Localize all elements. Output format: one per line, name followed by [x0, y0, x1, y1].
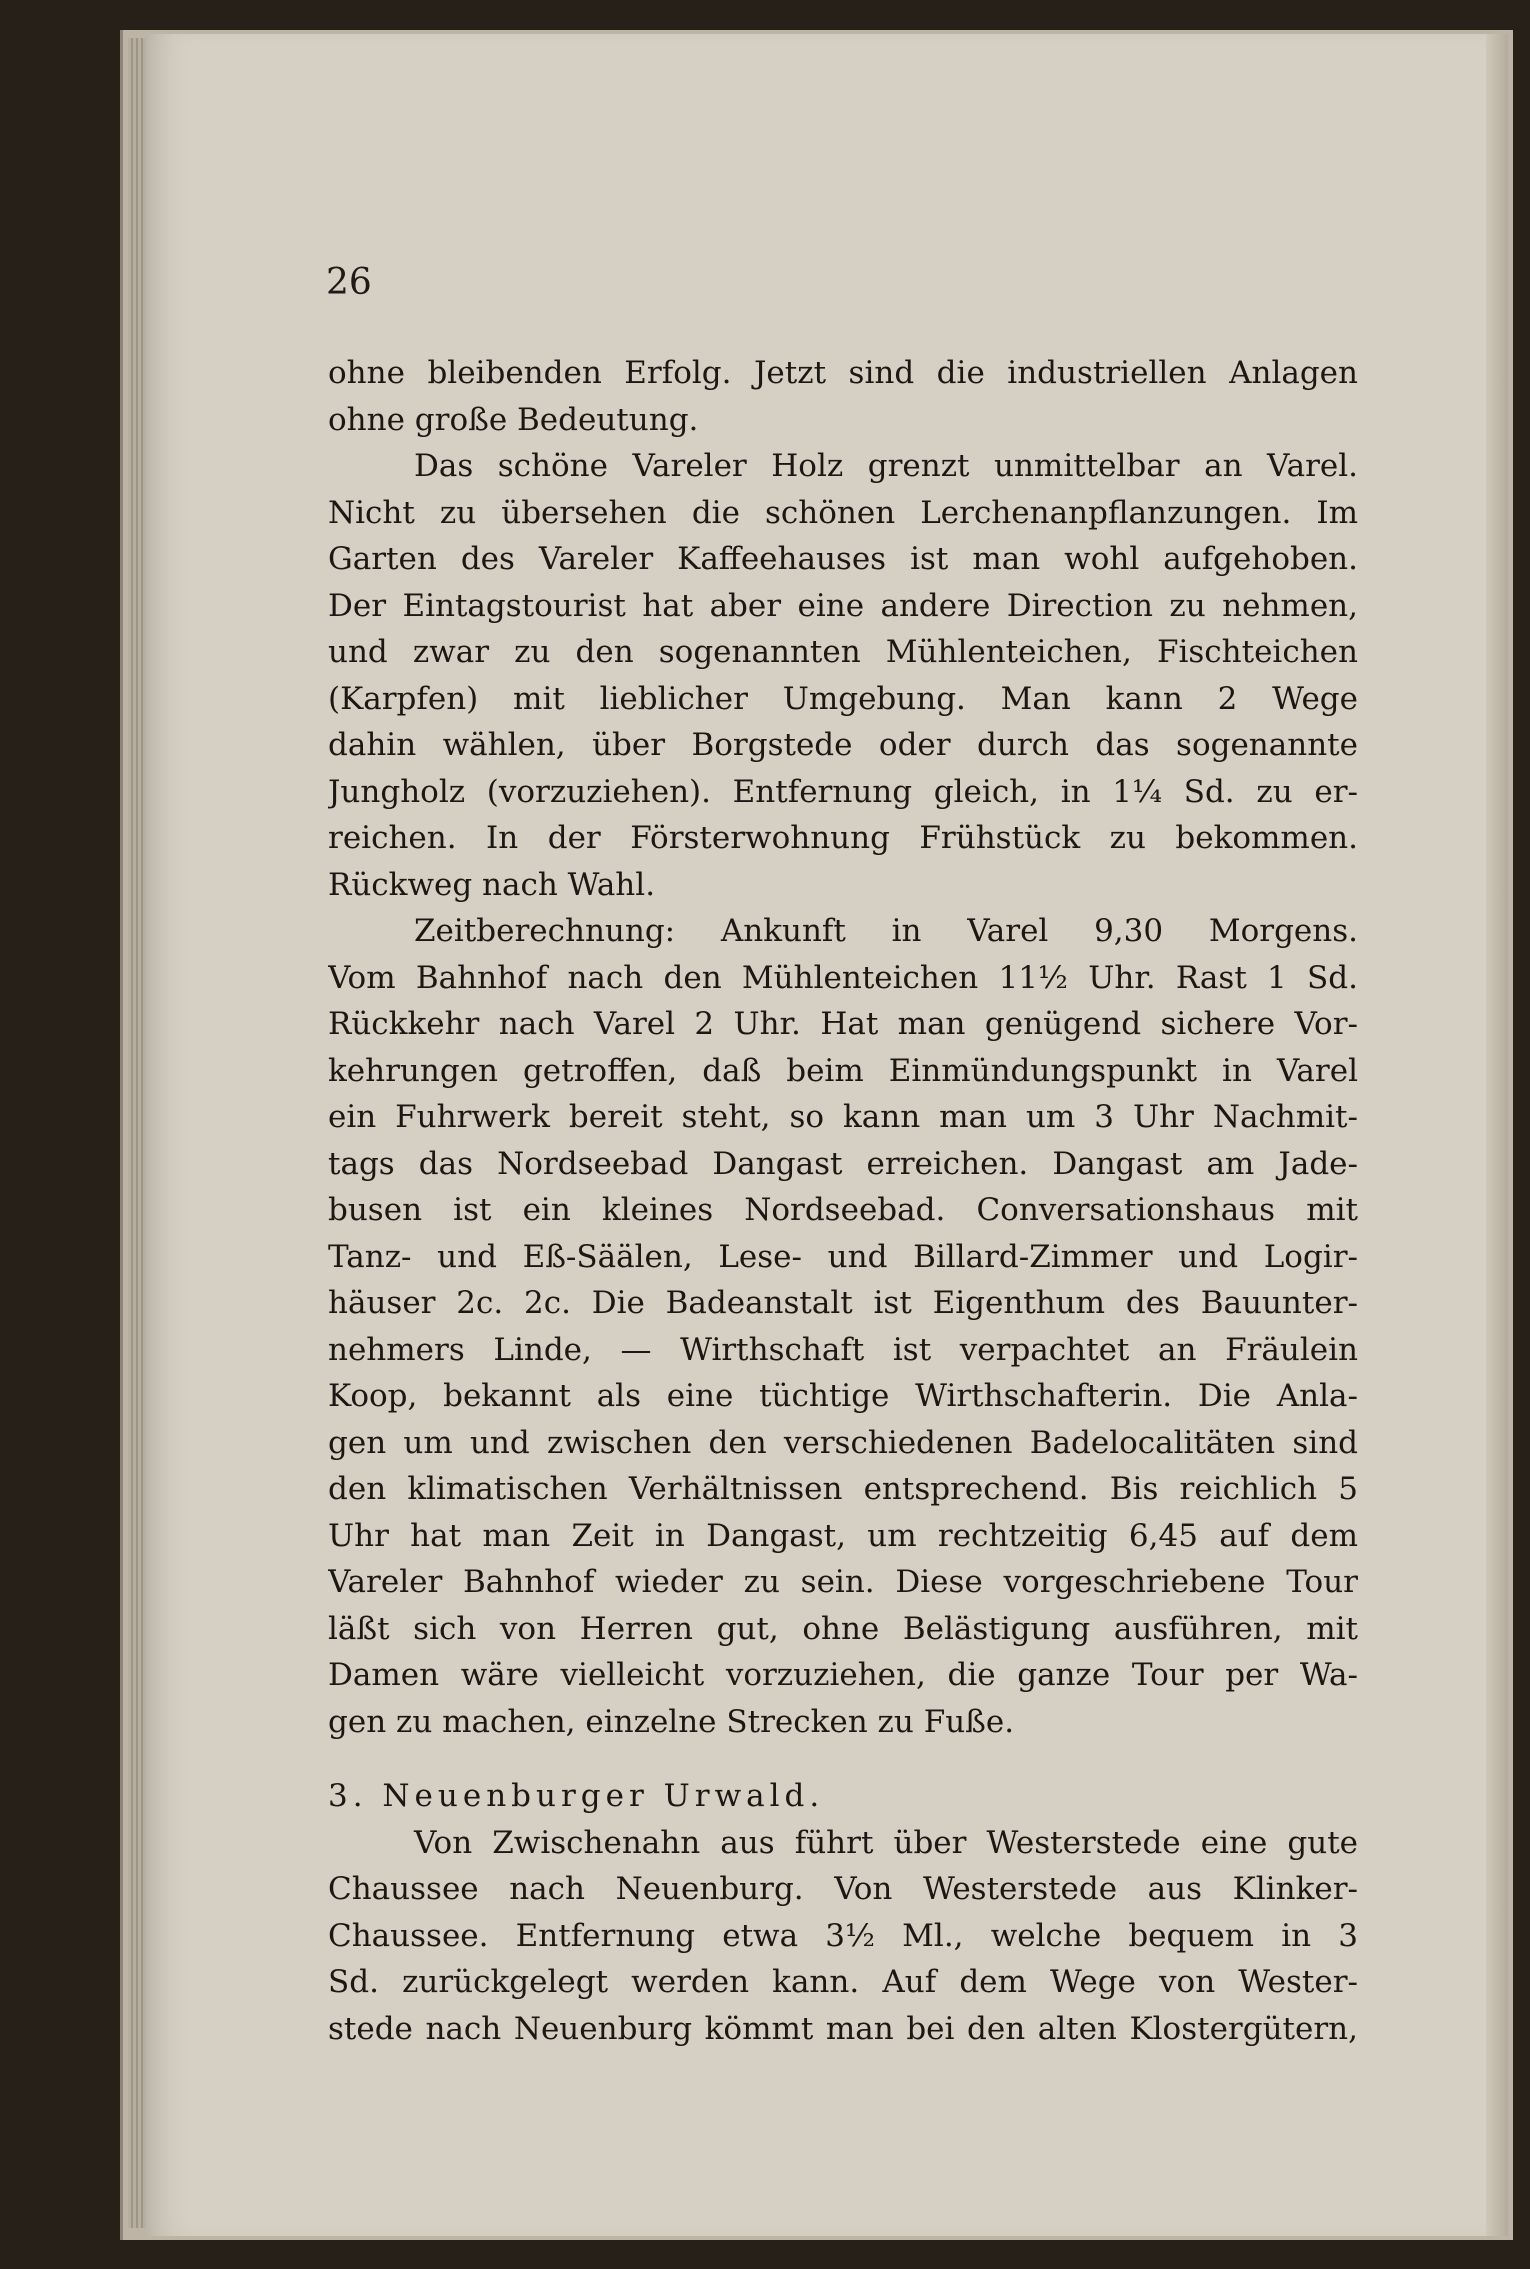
- text-line: Tanz- und Eß-Säälen, Lese- und Billard-Zimmer und Logir-: [328, 1238, 1358, 1275]
- text-line: und zwar zu den sogenannten Mühlenteichen, Fischteichen: [328, 634, 1358, 670]
- text-line: Uhr hat man Zeit in Dangast, um rechtzeitig 6,45 auf dem: [328, 1517, 1358, 1554]
- text-line: Vom Bahnhof nach den Mühlenteichen 11½ Uhr. Rast 1 Sd.: [328, 959, 1358, 996]
- text-line: reichen. In der Försterwohnung Frühstück zu bekommen.: [328, 820, 1358, 856]
- text-line: häuser 2c. 2c. Die Badeanstalt ist Eigenthum des Bauunter-: [328, 1285, 1358, 1321]
- text-line: Damen wäre vielleicht vorzuziehen, die ganze Tour per Wa-: [328, 1657, 1358, 1693]
- text-line: tags das Nordseebad Dangast erreichen. Dangast am Jade-: [328, 1145, 1358, 1182]
- text-line: Sd. zurückgelegt werden kann. Auf dem Wege von Wester-: [328, 1964, 1358, 2000]
- text-line: Koop, bekannt als eine tüchtige Wirthschafterin. Die Anla-: [328, 1378, 1358, 1414]
- text-line: Das schöne Vareler Holz grenzt unmittelbar an Varel.: [414, 448, 1358, 484]
- text-line: ein Fuhrwerk bereit steht, so kann man um 3 Uhr Nachmit-: [328, 1099, 1358, 1135]
- text-line: stede nach Neuenburg kömmt man bei den alten Klostergütern,: [328, 2010, 1358, 2047]
- text-line: Vareler Bahnhof wieder zu sein. Diese vorgeschriebene Tour: [328, 1564, 1358, 1600]
- page-right-edge: [1486, 34, 1508, 2236]
- text-line: ohne große Bedeutung.: [328, 401, 699, 438]
- text-line: (Karpfen) mit lieblicher Umgebung. Man kann 2 Wege: [328, 680, 1358, 717]
- text-line: gen zu machen, einzelne Strecken zu Fuße.: [328, 1703, 1015, 1740]
- text-line: den klimatischen Verhältnissen entsprechend. Bis reichlich 5: [328, 1471, 1358, 1507]
- text-line: Rückkehr nach Varel 2 Uhr. Hat man genügend sichere Vor-: [328, 1006, 1358, 1042]
- text-line: nehmers Linde, — Wirthschaft ist verpachtet an Fräulein: [328, 1331, 1358, 1368]
- section-gap: [328, 1745, 1358, 1773]
- text-line: Garten des Vareler Kaffeehauses ist man wohl aufgehoben.: [328, 541, 1358, 577]
- text-line: Nicht zu übersehen die schönen Lerchenanpflanzungen. Im: [328, 494, 1358, 531]
- text-line: kehrungen getroffen, daß beim Einmündungspunkt in Varel: [328, 1052, 1358, 1089]
- text-line: Chaussee. Entfernung etwa 3½ Ml., welche bequem in 3: [328, 1917, 1358, 1954]
- text-line: ohne bleibenden Erfolg. Jetzt sind die industriellen Anlagen: [328, 355, 1358, 391]
- text-line: läßt sich von Herren gut, ohne Belästigung ausführen, mit: [328, 1610, 1358, 1647]
- section-heading: 3. Neuenburger Urwald.: [328, 1778, 825, 1814]
- text-line: Chaussee nach Neuenburg. Von Westerstede aus Klinker-: [328, 1871, 1358, 1907]
- text-line: Zeitberechnung: Ankunft in Varel 9,30 Morgens.: [414, 913, 1358, 949]
- text-line: busen ist ein kleines Nordseebad. Conversationshaus mit: [328, 1192, 1358, 1228]
- page-number: 26: [326, 262, 372, 303]
- text-line: Von Zwischenahn aus führt über Westerstede eine gute: [414, 1824, 1358, 1861]
- text-line: gen um und zwischen den verschiedenen Badelocalitäten sind: [328, 1424, 1358, 1461]
- text-line: Der Eintagstourist hat aber eine andere Direction zu nehmen,: [328, 587, 1358, 624]
- body-text: [328, 350, 1358, 2052]
- text-line: Jungholz (vorzuziehen). Entfernung gleich, in 1¼ Sd. zu er-: [328, 773, 1358, 810]
- page-stack-edge: [128, 38, 148, 2228]
- text-line: Rückweg nach Wahl.: [328, 866, 656, 903]
- text-line: dahin wählen, über Borgstede oder durch das sogenannte: [328, 727, 1358, 763]
